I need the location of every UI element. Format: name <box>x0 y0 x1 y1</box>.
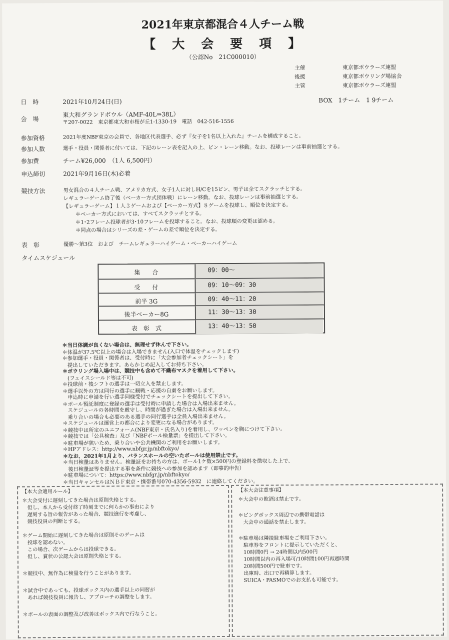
notice-box <box>231 484 444 637</box>
document-page <box>2 1 447 640</box>
schedule-row <box>99 319 324 335</box>
notice-line: SUICA・PASMOでのお支払も可能です。 <box>238 577 342 584</box>
method-line: ＊同点の場合はシリーズの差・ゲームの差で順位を決定する。 <box>75 227 221 234</box>
schedule-title: タイムスケジュール <box>21 254 76 263</box>
note-line: ＊HPアドレス：http://www.nbfgr.jp/nbftokyo/ <box>62 446 180 453</box>
method-line: ＊ベーカー方式においては、すべてスクラッチとする。 <box>75 211 205 218</box>
note-line: ＊競技では「公具検査」及び「NBFボール検量票」を提出して下さい。 <box>62 432 231 440</box>
note-line: (フェイスシールド等は不可) <box>62 375 134 382</box>
organizer-role: 主催 <box>294 65 306 72</box>
note-line: ＊なお、2021年1月より、バランスホールの空いたボールは使用禁止です。 <box>62 452 241 460</box>
rule-line: この場合、次ゲームからは投球できる。 <box>22 546 120 554</box>
schedule-row <box>99 263 324 278</box>
note-line: ＊駐車場について：https://www.nbfgr.jp/nbftokyo/ <box>62 472 190 479</box>
organizer-name: 東京都ボウリング場協会 <box>342 73 402 81</box>
note-line: 後日検量証等を提出する事を条件に競技への参加を認めます（即事的申告） <box>62 465 245 473</box>
eligibility-value: 2021年度NBF東京の会員で、各地区代表選手、必ず『女子を1名以上入れた』チームを構成すること。 <box>62 133 304 141</box>
note-line: ＊競技中は所定のユニフォーム(NBF東京・氏名入り)を着用し、ワッペンを胸につけて下さい。 <box>62 426 286 434</box>
venue-label: 会 場 <box>20 116 39 124</box>
schedule-time: 09：10～09：30 <box>195 278 323 293</box>
schedule-time: 09：40～11：20 <box>195 292 323 307</box>
fee-value: チーム¥26,000 （1人 6,500円） <box>63 157 156 165</box>
method-line: レギュラーゲーム終了後（ベーカー方式団体戦）にレーン移動。なお、投球レーンは事前抽選とする。 <box>63 194 302 202</box>
note-line: ＊ボウリング場入場中は、競技中も含めて不織布マスクを着用して下さい。 <box>62 367 239 375</box>
rule-line: あれば競技役員に報告し、アプローチの調整をします。 <box>22 594 155 602</box>
schedule-label: 表 彰 式 <box>131 325 162 333</box>
document-subtitle: 【 大 会 要 項 】 <box>143 35 303 52</box>
rule-line: ＊ボールの表面の調整及び改善はボックス内で行なうこと。 <box>22 611 161 619</box>
rule-line: ＊試合中であっても、投球ボックス内の選手以上の同習が <box>22 587 156 595</box>
notice-line: 大会中の通話を禁止します。 <box>238 519 310 526</box>
rule-line: 遅刻する旨の報告があった場合、競技進行を考慮し、 <box>22 511 150 519</box>
note-line: ＊当日体調が良くない場合は、無理せず休んで下さい。 <box>62 342 192 349</box>
note-line: 提出していただきます。あらかじめ記入してお持ち下さい。 <box>62 361 208 369</box>
organizer-name: 東京都ボウラーズ連盟 <box>342 64 397 72</box>
rule-line: ＊大会受付に遅刻してきた場合は原則失格とする。 <box>22 497 140 505</box>
schedule-label: 受 付 <box>134 284 159 292</box>
organizer-role: 後援 <box>294 74 306 81</box>
note-line: 申込時に申請を行い選手同様受付でチェックシートを提出して下さい。 <box>62 393 234 401</box>
notice-line: 10時間0円 → 24時間以内500円 <box>238 549 318 556</box>
rule-line: 但し、賞状の公認大会は原則失格とする。 <box>22 553 125 561</box>
schedule-label: 集 合 <box>134 269 159 277</box>
note-line: ＊当日検量はありません。検量証をお持ちの方は、ボール1ケ数×500円の登録料を徴収した上で、 <box>62 458 294 466</box>
schedule-time: 09：00～ <box>195 263 323 278</box>
deadline-label: 申込締切 <box>21 171 46 179</box>
date-value: 2021年10月24日(日) <box>62 98 122 106</box>
award-label: 表 彰 <box>21 242 40 250</box>
schedule-time: 11：30～13：30 <box>195 306 323 321</box>
document-reference: （公認No 21C000010） <box>185 53 260 62</box>
rule-line: 但し、本人から受付終了時刻までに何らかの事由により <box>22 504 155 512</box>
venue-address: 〒207-0022 東京都東大和市桜が丘1-1330-19 電話 042-516-1556 <box>62 118 234 126</box>
rule-line: 競技役員の判断とする。 <box>22 518 84 526</box>
notice-line: ＊ピングボックス周辺での携帯電話は <box>238 512 325 519</box>
note-line: ＊投球前・後シフトの選手は一切立入を禁止します。 <box>62 381 187 388</box>
rules-box <box>17 485 230 638</box>
box-info: BOX 1チーム 1 9チーム <box>318 96 394 105</box>
schedule-table <box>98 262 325 334</box>
notice-line: 20時間500円で駐車です。 <box>238 563 306 570</box>
notice-line: ＊駐車場は隣接駐車場をご利用下さい。 <box>238 535 331 542</box>
note-line: ＊駐車場が狭いため、乗り合いや公共機関のご利用をお願いします。 <box>62 439 223 447</box>
organizer-role: 主管 <box>294 83 306 90</box>
notice-line: 10時間以内の再入場可/10時間100円再週時間 <box>238 556 350 563</box>
note-line: ＊ボール預託制度に登録の選手は受付時に申請した場合は入場出来ません。 <box>62 400 240 408</box>
venue-name: 東大和グランドボウル（AMF-40L⇒38L） <box>62 111 180 119</box>
schedule-label: 後半ベーカー8G <box>124 311 169 320</box>
rule-line: ＊ゲーム開始に遅刻してきた場合は原則そのゲームは <box>22 532 145 540</box>
date-label: 日 時 <box>20 99 39 107</box>
notice-line: 駐車券をフロントに提示していただくと、 <box>238 542 341 549</box>
note-line: ＊選手以外の方は同行の選手に観戦・応援の自粛をお願いします。 <box>62 387 218 395</box>
method-line: 【レギュラーゲーム】１人３ゲームおよび【ベーカー方式】８ゲームを投球し、順位を決定する。 <box>63 202 292 210</box>
deadline-value: 2021年9月16日(木)必着 <box>63 170 131 178</box>
rule-line: 投球を認めない。 <box>22 539 69 547</box>
members-value: 選手・役員・関係者に付いては、下記のレーン表を記入の上、ピン・レーン移動。なお、投球レーンは事前抽選とする。 <box>62 144 343 152</box>
award-value: 優勝～第3位 および チームレギュラーハイゲーム・ベーカーハイゲーム <box>63 240 238 248</box>
note-line: ＊スケジュールは運営上の都合により変更になる場合があります。 <box>62 420 218 427</box>
schedule-time: 13：40～13：50 <box>195 320 323 335</box>
note-line: ＊当日キャンセルはＮＢＦ東京・携帯番号070-4356-5932 に連絡してください。 <box>62 478 259 486</box>
fee-label: 参加費 <box>21 158 40 166</box>
method-line: 男女混合の４人チーム戦、アメリカ方式、女子1人に対しH/Cを15ピン、男子は全てスクラッチとする。 <box>63 186 306 194</box>
organizer-name: 東京都ボウラーズ連盟 <box>342 82 397 90</box>
method-label: 競技方法 <box>21 188 46 196</box>
members-label: 参加人数 <box>20 146 45 154</box>
note-line: ＊体温が37.5℃以上の場合は入場できません(入口で体温をチェックします) <box>62 348 240 356</box>
eligibility-label: 参加資格 <box>20 135 45 143</box>
rule-line: ＊競技中、無作為に検量を行うことがあります。 <box>22 570 135 578</box>
rules-title: 【本大会適用ルール】 <box>22 488 73 496</box>
notice-line: 出庫時、出口で再精算します。 <box>238 570 315 577</box>
document-title: 2021年東京都混合４人チーム戦 <box>141 17 305 32</box>
notice-line: ＊大会中の飲酒は禁止です。 <box>238 496 304 503</box>
notice-title: 【本大会注意事項】 <box>238 487 284 494</box>
note-line: スケジュールの各時間を厳守し、時間が過ぎた場合は入場出来ません。 <box>62 406 234 414</box>
method-line: ＊1･2フレーム投球者が3･10フレームを投球すること。なお、投球順の変更は認める。 <box>75 218 279 226</box>
note-line: 乗り合いの場合も必要のある選手の同行選手は全員入場出来ません。 <box>62 413 229 421</box>
schedule-label: 前半 3G <box>135 298 158 306</box>
note-line: ＊参加選手・役員・関係者は、受付時に「大会参加者チェックシート」を <box>62 354 234 362</box>
